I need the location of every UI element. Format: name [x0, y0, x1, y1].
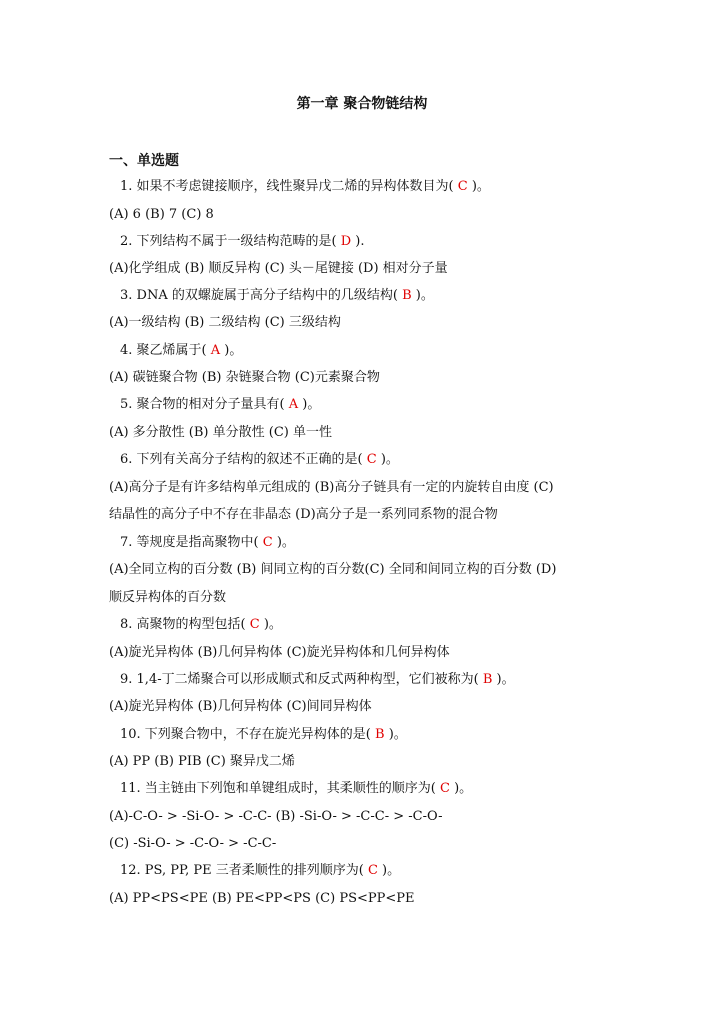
question-1: [120, 179, 490, 195]
question-text-end: )。: [224, 343, 243, 358]
options-7b: 顺反异构体的百分数: [109, 590, 227, 605]
options-3: (A)一级结构 (B) 二级结构 (C) 三级结构: [109, 315, 341, 330]
question-text-end: )。: [496, 672, 515, 687]
options-1: (A) 6 (B) 7 (C) 8: [109, 207, 214, 222]
question-11: [120, 781, 472, 797]
question-6: [120, 452, 399, 468]
answer: C: [362, 452, 381, 467]
answer: C: [258, 535, 277, 550]
question-10: [120, 727, 407, 743]
question-text-end: )。: [380, 452, 399, 467]
options-6a: (A)高分子是有许多结构单元组成的 (B)高分子链具有一定的内旋转自由度 (C): [109, 480, 554, 495]
question-9: [120, 672, 515, 688]
options-4: (A) 碳链聚合物 (B) 杂链聚合物 (C)元素聚合物: [109, 370, 380, 385]
question-text: 6. 下列有关高分子结构的叙述不正确的是(: [120, 452, 363, 467]
answer: C: [453, 179, 472, 194]
answer: A: [206, 343, 225, 358]
question-text-end: )。: [382, 863, 401, 878]
answer: B: [478, 672, 497, 687]
answer: C: [245, 617, 264, 632]
options-10: (A) PP (B) PIB (C) 聚异戊二烯: [109, 754, 295, 769]
question-text: 7. 等规度是指高聚物中(: [120, 535, 259, 550]
answer: C: [363, 863, 383, 878]
question-text: 10. 下列聚合物中，不存在旋光异构体的是(: [120, 727, 371, 742]
question-5: [120, 397, 320, 413]
question-text-end: ).: [355, 234, 365, 249]
question-text: 1. 如果不考虑键接顺序，线性聚异戊二烯的异构体数目为(: [120, 179, 454, 194]
chapter-title: 第一章 聚合物链结构: [296, 96, 428, 112]
options-12: (A) PP<PS<PE (B) PE<PP<PS (C) PS<PP<PE: [109, 891, 415, 906]
answer: B: [397, 288, 416, 303]
question-text-end: )。: [454, 781, 473, 796]
answer: A: [284, 397, 303, 412]
options-11a: (A)-C-O- > -Si-O- > -C-C- (B) -Si-O- > -C-C- > -C-O-: [109, 809, 443, 824]
options-2: (A)化学组成 (B) 顺反异构 (C) 头－尾键接 (D) 相对分子量: [109, 261, 448, 276]
question-text: 5. 聚合物的相对分子量具有(: [120, 397, 285, 412]
question-7: [120, 535, 295, 551]
question-text: 3. DNA 的双螺旋属于高分子结构中的几级结构(: [120, 288, 398, 303]
question-text-end: )。: [388, 727, 407, 742]
options-11b: (C) -Si-O- > -C-O- > -C-C-: [109, 836, 277, 851]
section-heading: 一、单选题: [109, 153, 179, 169]
options-9: (A)旋光异构体 (B)几何异构体 (C)间同异构体: [109, 699, 372, 714]
question-text: 11. 当主链由下列饱和单键组成时，其柔顺性的顺序为(: [120, 781, 436, 796]
question-text: 8. 高聚物的构型包括(: [120, 617, 246, 632]
question-text-end: )。: [302, 397, 321, 412]
question-text: 9. 1,4-丁二烯聚合可以形成顺式和反式两种构型，它们被称为(: [120, 672, 479, 687]
answer: B: [370, 727, 389, 742]
question-text-end: )。: [263, 617, 282, 632]
options-5: (A) 多分散性 (B) 单分散性 (C) 单一性: [109, 425, 332, 440]
question-3: [120, 288, 434, 304]
question-text: 12. PS, PP, PE 三者柔顺性的排列顺序为(: [120, 863, 364, 878]
question-12: [120, 863, 400, 879]
options-6b: 结晶性的高分子中不存在非晶态 (D)高分子是一系列同系物的混合物: [109, 507, 498, 522]
question-2: [120, 234, 365, 250]
options-8: (A)旋光异构体 (B)几何异构体 (C)旋光异构体和几何异构体: [109, 645, 450, 660]
answer: C: [435, 781, 455, 796]
question-text-end: )。: [471, 179, 490, 194]
question-8: [120, 617, 282, 633]
question-text-end: )。: [276, 535, 295, 550]
options-7a: (A)全同立构的百分数 (B) 间同立构的百分数(C) 全同和间同立构的百分数 (D): [109, 562, 557, 577]
question-text: 4. 聚乙烯属于(: [120, 343, 207, 358]
question-text-end: )。: [415, 288, 434, 303]
answer: D: [336, 234, 356, 249]
question-4: [120, 343, 242, 359]
question-text: 2. 下列结构不属于一级结构范畴的是(: [120, 234, 337, 249]
